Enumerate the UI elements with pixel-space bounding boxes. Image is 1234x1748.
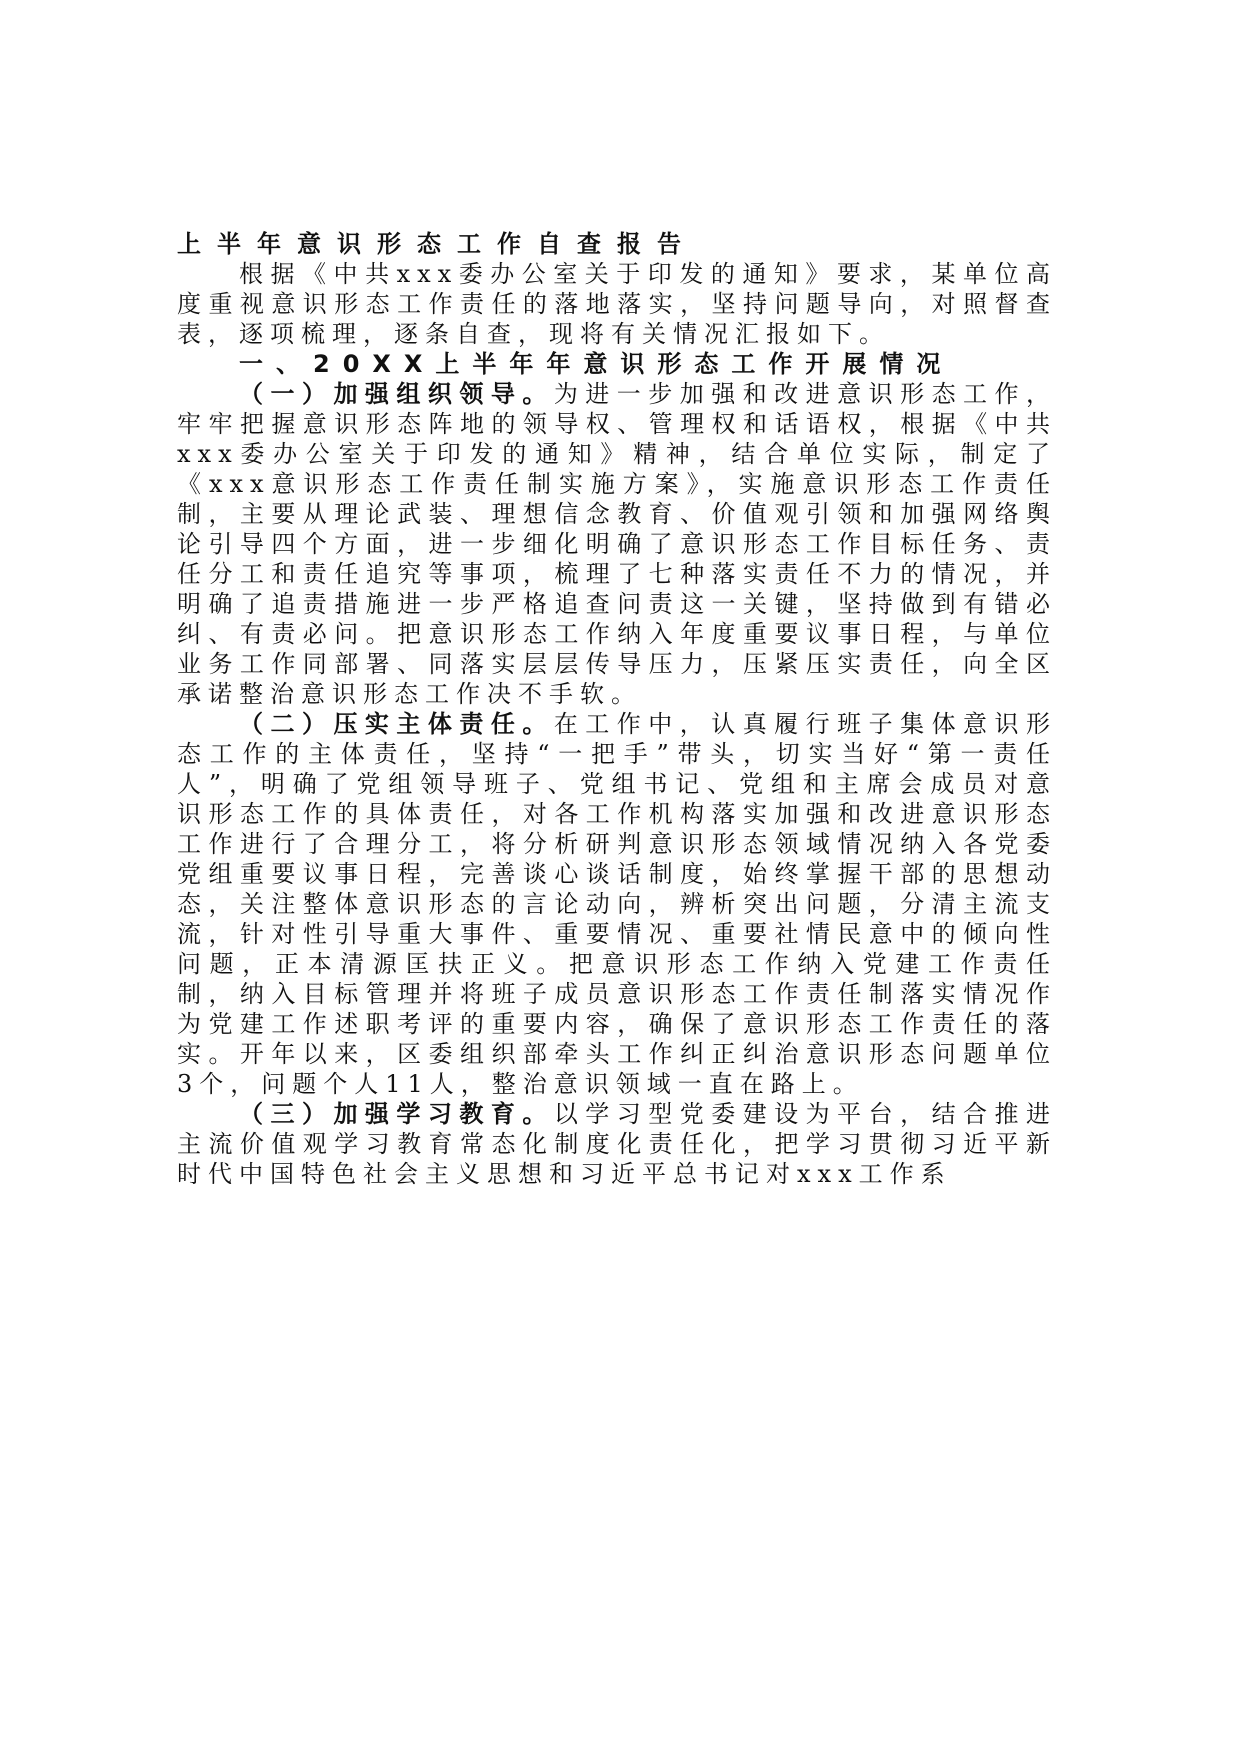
document-title: 上半年意识形态工作自查报告 [177, 230, 697, 258]
item-2-lead: （二）压实主体责任。 [239, 710, 554, 738]
item-3-lead: （三）加强学习教育。 [239, 1100, 554, 1128]
paragraph-item-2 [177, 709, 1057, 1099]
item-2-text: 在工作中，认真履行班子集体意识形态工作的主体责任，坚持“一把手”带头，切实当好“第一责任人”，明确了党组领导班子、党组书记、党组和主席会成员对意识形态工作的具体责任，对各工作机构落实加强和改进意识形态工作进行了合理分工，将分析研判意识形态领域情况纳入各党委党组重要议事日程，完善谈心谈话制度，始终掌握干部的思想动态，关注整体意识形态的言论动向，辨析突出问题，分清主流支流，针对性引导重大事件、重要情况、重要社情民意中的倾向性问题，正本清源匡扶正义。把意识形态工作纳入党建工作责任制，纳入目标管理并将班子成员意识形态工作责任制落实情况作为党建工作述职考评的重要内容，确保了意识形态工作责任的落实。开年以来，区委组织部牵头工作纠正纠治意识形态问题单位3个，问题个人11人，整治意识领域一直在路上。 [177, 710, 1058, 1098]
item-1-text: 为进一步加强和改进意识形态工作，牢牢把握意识形态阵地的领导权、管理权和话语权，根据《中共xxx委办公室关于印发的通知》精神，结合单位实际，制定了《xxx意识形态工作责任制实施方案》，实施意识形态工作责任制，主要从理论武装、理想信念教育、价值观引领和加强网络舆论引导四个方面，进一步细化明确了意识形态工作目标任务、责任分工和责任追究等事项，梳理了七种落实责任不力的情况，并明确了追责措施进一步严格追查问责这一关键，坚持做到有错必纠、有责必问。把意识形态工作纳入年度重要议事日程，与单位业务工作同部署、同落实层层传导压力，压紧压实责任，向全区承诺整治意识形态工作决不手软。 [177, 380, 1058, 708]
item-1-lead: （一）加强组织领导。 [239, 380, 554, 408]
paragraph-item-1 [177, 379, 1057, 709]
section-heading: 一、20XX上半年年意识形态工作开展情况 [239, 350, 954, 378]
intro-paragraph: 根据《中共xxx委办公室关于印发的通知》要求，某单位高度重视意识形态工作责任的落地落实，坚持问题导向，对照督查表，逐项梳理，逐条自查，现将有关情况汇报如下。 [177, 260, 1057, 348]
paragraph-item-3 [177, 1099, 1057, 1189]
item-3-text: 以学习型党委建设为平台，结合推进主流价值观学习教育常态化制度化责任化，把学习贯彻习近平新时代中国特色社会主义思想和习近平总书记对xxx工作系 [177, 1100, 1058, 1188]
document-body [177, 229, 1057, 1189]
